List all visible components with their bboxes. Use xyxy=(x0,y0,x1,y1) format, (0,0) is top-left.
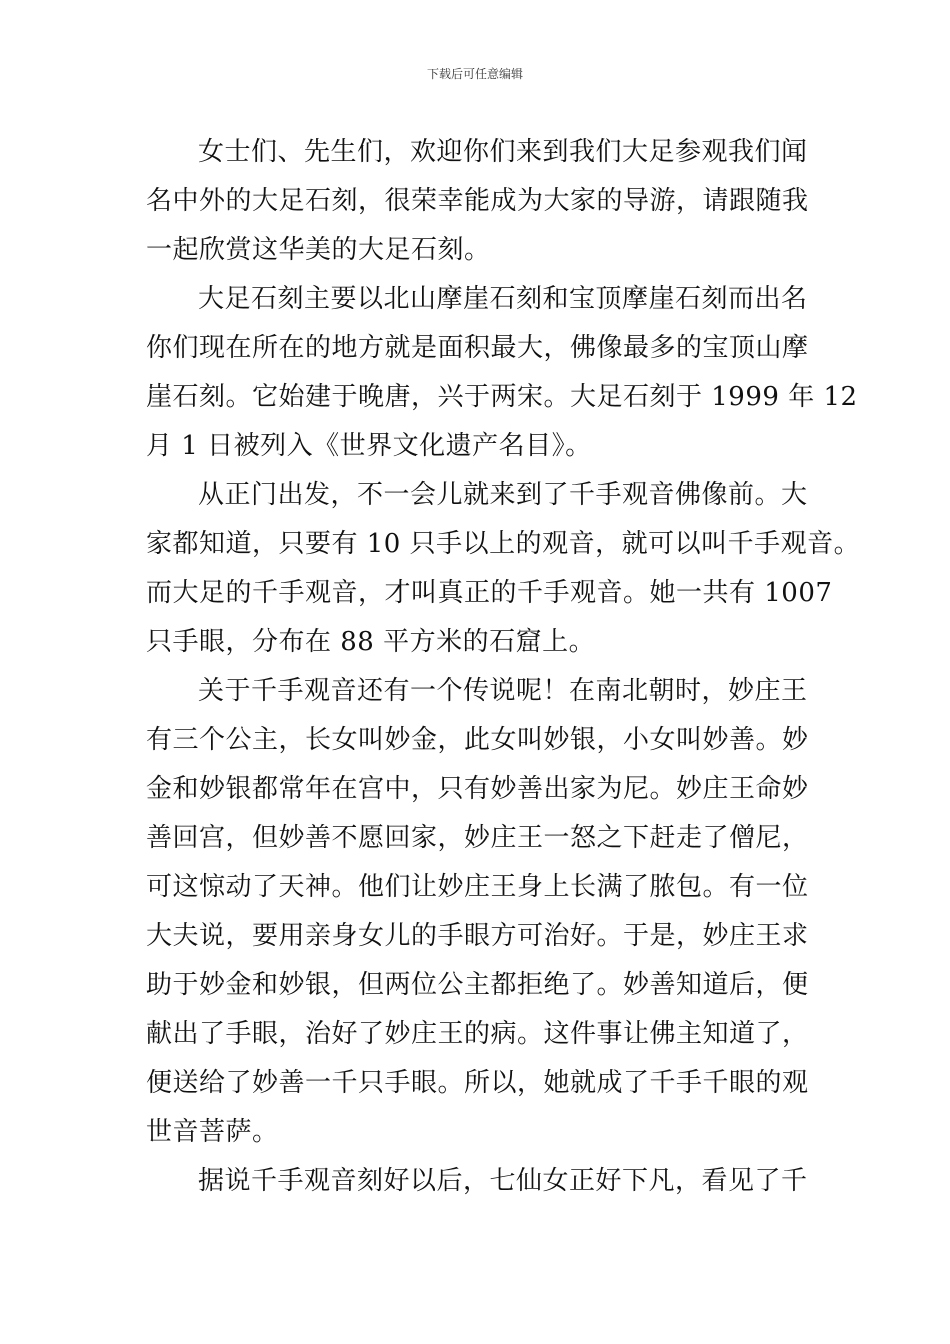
text-line: 据说千手观音刻好以后，七仙女正好下凡，看见了千 xyxy=(198,1166,808,1196)
paragraph-3 xyxy=(146,471,861,667)
text-line: 助于妙金和妙银，但两位公主都拒绝了。妙善知道后，便 xyxy=(146,970,809,1000)
text-line: 从正门出发，不一会儿就来到了千手观音佛像前。大 xyxy=(198,480,808,510)
text-line: 大夫说，要用亲身女儿的手眼方可治好。于是，妙庄王求 xyxy=(146,921,809,951)
paragraph-4 xyxy=(146,667,809,1157)
paragraph-5 xyxy=(146,1157,806,1206)
text-line: 名中外的大足石刻，很荣幸能成为大家的导游，请跟随我 xyxy=(146,186,809,216)
text-line: 有三个公主，长女叫妙金，此女叫妙银，小女叫妙善。妙 xyxy=(146,725,809,755)
paragraph-2 xyxy=(146,275,858,471)
text-line: 崖石刻。它始建于晚唐，兴于两宋。大足石刻于 1999 年 12 xyxy=(146,382,858,412)
text-line: 世音菩萨。 xyxy=(146,1117,279,1147)
text-line: 你们现在所在的地方就是面积最大，佛像最多的宝顶山摩 xyxy=(146,333,809,363)
text-line: 善回宫，但妙善不愿回家，妙庄王一怒之下赶走了僧尼， xyxy=(146,823,809,853)
text-line: 献出了手眼，治好了妙庄王的病。这件事让佛主知道了， xyxy=(146,1019,809,1049)
text-line: 而大足的千手观音，才叫真正的千手观音。她一共有 1007 xyxy=(146,578,833,608)
document-body xyxy=(146,128,861,1206)
text-line: 家都知道，只要有 10 只手以上的观音，就可以叫千手观音。 xyxy=(146,529,861,559)
text-line: 可这惊动了天神。他们让妙庄王身上长满了脓包。有一位 xyxy=(146,872,809,902)
paragraph-1 xyxy=(146,128,809,275)
text-line: 关于千手观音还有一个传说呢！在南北朝时，妙庄王 xyxy=(198,676,808,706)
text-line: 便送给了妙善一千只手眼。所以，她就成了千手千眼的观 xyxy=(146,1068,809,1098)
text-line: 女士们、先生们，欢迎你们来到我们大足参观我们闻 xyxy=(198,137,808,167)
page-header: 下载后可任意编辑 xyxy=(426,67,523,81)
text-line: 大足石刻主要以北山摩崖石刻和宝顶摩崖石刻而出名 xyxy=(198,284,808,314)
text-line: 只手眼，分布在 88 平方米的石窟上。 xyxy=(146,627,596,657)
text-line: 月 1 日被列入《世界文化遗产名目》。 xyxy=(146,431,592,461)
text-line: 金和妙银都常年在宫中，只有妙善出家为尼。妙庄王命妙 xyxy=(146,774,809,804)
text-line: 一起欣赏这华美的大足石刻。 xyxy=(146,235,491,265)
